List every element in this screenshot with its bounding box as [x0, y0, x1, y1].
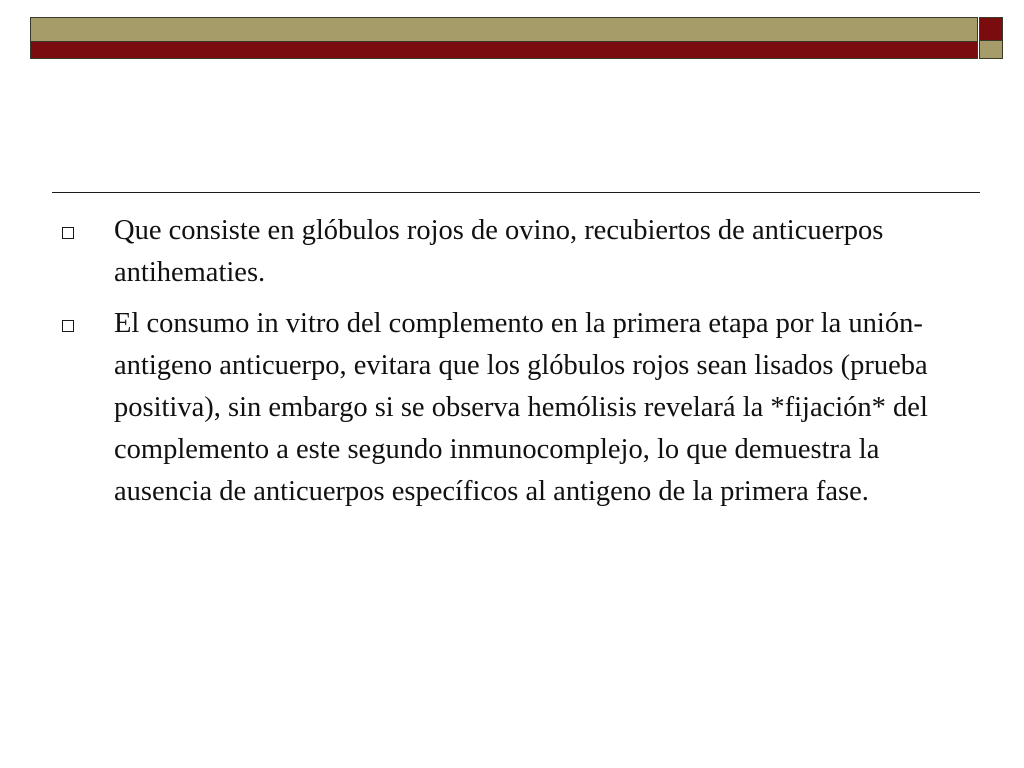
- slide-body: [62, 210, 962, 522]
- header-olive-bar: [31, 18, 977, 42]
- bullet-item: [62, 210, 962, 294]
- corner-red-square: [979, 17, 1003, 41]
- hollow-square-bullet-icon: [62, 227, 74, 239]
- corner-olive-square: [979, 41, 1003, 59]
- header-decoration-bars: [30, 17, 978, 59]
- hollow-square-bullet-icon: [62, 320, 74, 332]
- title-divider-line: [52, 192, 980, 193]
- bullet-text: Que consiste en glóbulos rojos de ovino, recubiertos de anticuerpos antihematies.: [114, 215, 884, 288]
- bullet-item: [62, 303, 962, 513]
- header-red-bar: [31, 42, 977, 58]
- bullet-text: El consumo in vitro del complemento en la primera etapa por la unión-antigeno anticuerpo, evitara que los glóbulos rojos sean lisados (prueba positiva), sin embargo si se observa hemólisis revelará la *fijación* del complemento a este segundo inmunocomplejo, lo que demuestra la ausencia de anticuerpos específicos al antigeno de la primera fase.: [114, 308, 928, 507]
